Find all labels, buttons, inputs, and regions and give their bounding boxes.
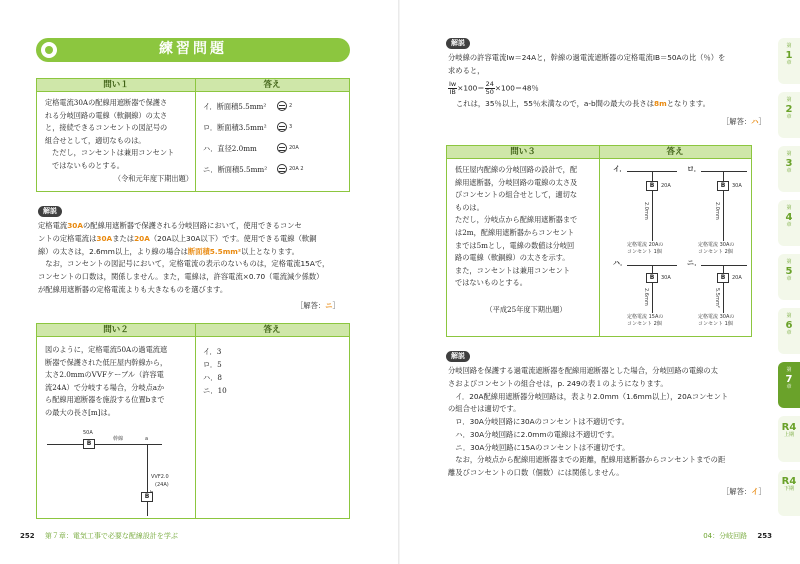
chapter-tab-1[interactable]: 第 1 章	[778, 38, 800, 84]
breaker-50a: B	[83, 439, 95, 449]
banner-bullet-icon	[41, 42, 57, 58]
footer-left	[20, 531, 178, 542]
question-3-answer-header: 答え	[599, 146, 751, 159]
branch-breaker: B	[141, 492, 153, 502]
outlet-symbol-icon	[277, 143, 287, 153]
solution-2-label: 解説	[446, 38, 470, 49]
chapter-tab-2[interactable]: 第 2 章	[778, 92, 800, 138]
chapter-tab-7[interactable]: 第 7 章	[778, 362, 800, 408]
chapter-title: 第７章：電気工事で必要な配線設計を学ぶ	[44, 532, 178, 541]
solution-1-answer: ［解答：ニ］	[296, 301, 340, 310]
chapter-tab-5[interactable]: 第 5 章	[778, 254, 800, 300]
solution-1-label: 解説	[38, 206, 62, 217]
choice-ha: ハ．8	[203, 373, 222, 382]
question-1-source: （令和元年度下期出題）	[113, 173, 193, 183]
outlet-symbol-icon	[277, 101, 287, 111]
section-title: 04：分岐回路	[703, 532, 748, 541]
solution-3-answer: ［解答：イ］	[722, 487, 766, 496]
choice-ha: ハ．直径2.0mm	[203, 144, 257, 153]
chapter-tab-3[interactable]: 第 3 章	[778, 146, 800, 192]
solution-2-answer: ［解答：ハ］	[722, 117, 766, 126]
question-2-answer-header: 答え	[195, 324, 349, 337]
chapter-tab-6[interactable]: 第 6 章	[778, 308, 800, 354]
choice-ni: ニ．断面積5.5mm²	[203, 165, 268, 174]
page-number-left: 252	[20, 532, 35, 541]
choice-i: イ．断面積5.5mm²	[203, 102, 267, 111]
page-number-right: 253	[757, 532, 772, 541]
chapter-tab-r4-first[interactable]: R4 上期	[778, 416, 800, 462]
question-3-source: （平成25年度下期出題）	[485, 304, 567, 314]
question-1-answer-header: 答え	[195, 79, 349, 92]
question-1-text: 定格電流30Aの配線用遮断器で保護さ れる分岐回路の電線（軟銅線）の太さ と，接続できるコンセントの図記号の 組合せとして，適切なものは。 ただし，コンセントは兼用コンセント ではないものとする。 （令和元年度下期出題）	[45, 97, 193, 185]
solution-1-text: 定格電流30Aの配線用遮断器で保護される分岐回路において，使用できるコンセ ントの定格電流は30Aまたは20A（20A以上30A以下）です。使用できる電線（軟銅 線）の太さは，2.6mm以上，より線の場合は断面積5.5mm²以上となります。 なお，コンセントの図記号において，定格電流の表示のないものは，定格電流15Aで， コンセントの口数は，関係しません。また，電線は，許容電流×0.70（電流減少係数） が配線用遮断器の定格電流よりも大きなものを選びます。	[38, 221, 330, 294]
question-2-text: 図のように，定格電流50Aの過電流遮 断器で保護された低圧屋内幹線から， 太さ2.0mmのVVFケーブル（許容電 流24A）で分岐する場合，分岐点aか ら配線用遮断器を施設する位置bまで の最大の長さ[m]は。	[45, 345, 168, 417]
chapter-tab-r4-second[interactable]: R4 下期	[778, 470, 800, 516]
choice-i: イ．3	[203, 347, 222, 356]
ratio-formula: $\frac{Iw}{IB}$ ×100＝ $\frac{24}{50}$ ×100＝48％	[449, 79, 539, 96]
solution-3-text: 分岐回路を保護する過電流遮断器を配線用遮断器とした場合，分岐回路の電線の太 さおよびコンセントの組合せは，p. 249の表１のようになります。 イ．20A配線用遮断器分岐回路は，表より2.0mm（1.6mm以上），20Aコンセント の組合せは適切です。 ロ．30A分岐回路に30Aのコンセントは不適切です。 ハ．30A分岐回路に2.0mmの電線は不適切です。 ニ．30A分岐回路に15Aのコンセントは不適切です。 なお，分岐点から配線用遮断器までの距離，配線用遮断器からコンセントまでの距 離及びコンセントの口数（個数）には関係しません。	[448, 366, 729, 478]
question-1-header: 問い１	[37, 79, 195, 92]
chapter-tab-4[interactable]: 第 4 章	[778, 200, 800, 246]
question-2-box: 問い２ 答え 図のように，定格電流50Aの過電流遮 断器で保護された低圧屋内幹線から， 太さ2.0mmのVVFケーブル（許容電 流24A）で分岐する場合，分岐点aか ら配線用遮断器を施設する位置bまで の最大の長さ[m]は。 イ．3 ロ．5 ハ．8 ニ．10 50A B 幹線 a VVF2.0 (24A) B	[36, 323, 350, 519]
footer-right	[703, 531, 772, 542]
exercise-banner	[36, 38, 350, 62]
solution-2-text: 分岐線の許容電流Iw＝24Aと，幹線の過電流遮断器の定格電流IB＝50Aの比（％）を 求めると， $\frac{Iw}{IB}$ ×100＝ $\frac{24}{50}$ ×100＝48％ これは，35％以上，55％未満なので，a-b間の最大の長さは8mとなります。	[448, 52, 758, 111]
solution-3-label: 解説	[446, 351, 470, 362]
question-3-text: 低圧屋内配線の分岐回路の設計で，配 線用遮断器，分岐回路の電線の太さ及 びコンセントの組合せとして，適切な ものは。 ただし，分岐点から配線用遮断器まで は2m，配線用遮断器からコンセント までは5mとし，電線の数値は分岐回 路の電線（軟銅線）の太さを示す。 また，コンセントは兼用コンセント ではないものとする。 （平成25年度下期出題）	[455, 164, 597, 317]
question-1-box: 問い１ 答え 定格電流30Aの配線用遮断器で保護さ れる分岐回路の電線（軟銅線）の太さ と，接続できるコンセントの図記号の 組合せとして，適切なものは。 ただし，コンセントは兼用コンセント ではないものとする。 （令和元年度下期出題） イ．断面積5.5mm² 2 ロ．断面積3.5mm² 3 ハ．直径2.0mm 20A ニ．断面積5.5mm² 20A 2	[36, 78, 350, 192]
question-3-box: 問い３ 答え 低圧屋内配線の分岐回路の設計で，配 線用遮断器，分岐回路の電線の太さ及 びコンセントの組合せとして，適切な ものは。 ただし，分岐点から配線用遮断器まで は2m，配線用遮断器からコンセント までは5mとし，電線の数値は分岐回 路の電線（軟銅線）の太さを示す。 また，コンセントは兼用コンセント ではないものとする。 （平成25年度下期出題） イ． B 20A 2.0mm 定格電流 20Aの コンセント 1個 ロ． B 30A 2.0mm 定格電流 30Aの コンセント 2個 ハ． B 30A 2.6mm 定格電流 15Aの コンセント 2個 ニ． B 20A 5.5mm² 定格電流 30Aの コンセント 1個	[446, 145, 752, 337]
choice-ro: ロ．断面積3.5mm²	[203, 123, 267, 132]
choice-ro: ロ．5	[203, 360, 222, 369]
question-2-header: 問い２	[37, 324, 195, 337]
choice-ni: ニ．10	[203, 386, 227, 395]
outlet-symbol-icon	[277, 122, 287, 132]
exercise-title: 練習問題	[159, 41, 227, 58]
question-3-header: 問い３	[447, 146, 599, 159]
right-page	[400, 0, 800, 564]
outlet-symbol-icon	[277, 164, 287, 174]
